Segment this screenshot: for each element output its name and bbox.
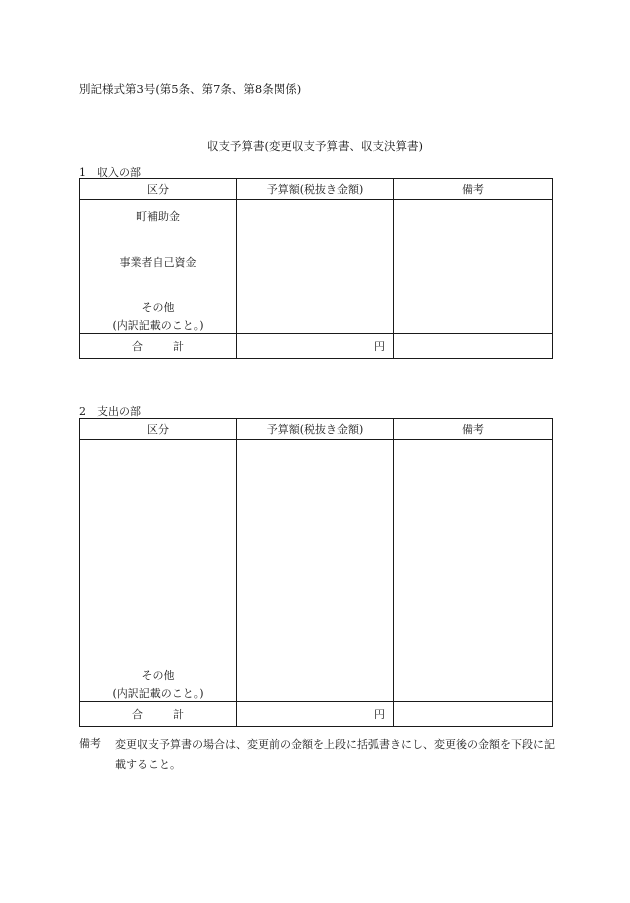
expense-item-other: その他	[141, 669, 175, 682]
income-total-row	[80, 334, 553, 359]
income-item-other: その他	[141, 301, 175, 314]
note-text: 変更収支予算書の場合は、変更前の金額を上段に括弧書きにし、変更後の金額を下段に記載すること。	[115, 738, 555, 771]
income-total-label: 合 計	[80, 334, 237, 359]
income-section-title: 1 収入の部	[79, 166, 141, 179]
expense-body-row	[80, 440, 553, 702]
income-remarks-cell[interactable]	[394, 200, 553, 334]
expense-header-row	[80, 419, 553, 440]
income-item-own-funds: 事業者自己資金	[119, 256, 197, 269]
expense-category-cell	[80, 440, 237, 702]
expense-section-title: 2 支出の部	[79, 405, 141, 418]
expense-item-breakdown-note: (内訳記載のこと。)	[112, 687, 204, 700]
income-body-row	[80, 200, 553, 334]
expense-yen-unit: 円	[374, 708, 385, 721]
income-yen-unit: 円	[374, 340, 385, 353]
income-total-remarks[interactable]	[394, 334, 553, 359]
form-heading: 別記様式第3号(第5条、第7条、第8条関係)	[79, 82, 302, 96]
income-header-category: 区分	[80, 179, 237, 200]
expense-header-category: 区分	[80, 419, 237, 440]
expense-header-budget: 予算額(税抜き金額)	[237, 419, 394, 440]
expense-total-label: 合 計	[80, 702, 237, 727]
note-label: 備考	[79, 737, 101, 750]
income-header-budget: 予算額(税抜き金額)	[237, 179, 394, 200]
expense-total-row	[80, 702, 553, 727]
expense-total-amount[interactable]	[237, 702, 394, 727]
expense-total-remarks[interactable]	[394, 702, 553, 727]
income-total-amount[interactable]	[237, 334, 394, 359]
income-category-cell	[80, 200, 237, 334]
income-item-town-subsidy: 町補助金	[136, 210, 180, 223]
income-header-row	[80, 179, 553, 200]
document-title: 収支予算書(変更収支予算書、収支決算書)	[207, 139, 423, 153]
expense-budget-cell[interactable]	[237, 440, 394, 702]
income-item-breakdown-note: (内訳記載のこと。)	[112, 319, 204, 332]
income-budget-cell[interactable]	[237, 200, 394, 334]
expense-table	[79, 418, 553, 727]
expense-header-remarks: 備考	[394, 419, 553, 440]
expense-remarks-cell[interactable]	[394, 440, 553, 702]
income-header-remarks: 備考	[394, 179, 553, 200]
income-table	[79, 178, 553, 359]
